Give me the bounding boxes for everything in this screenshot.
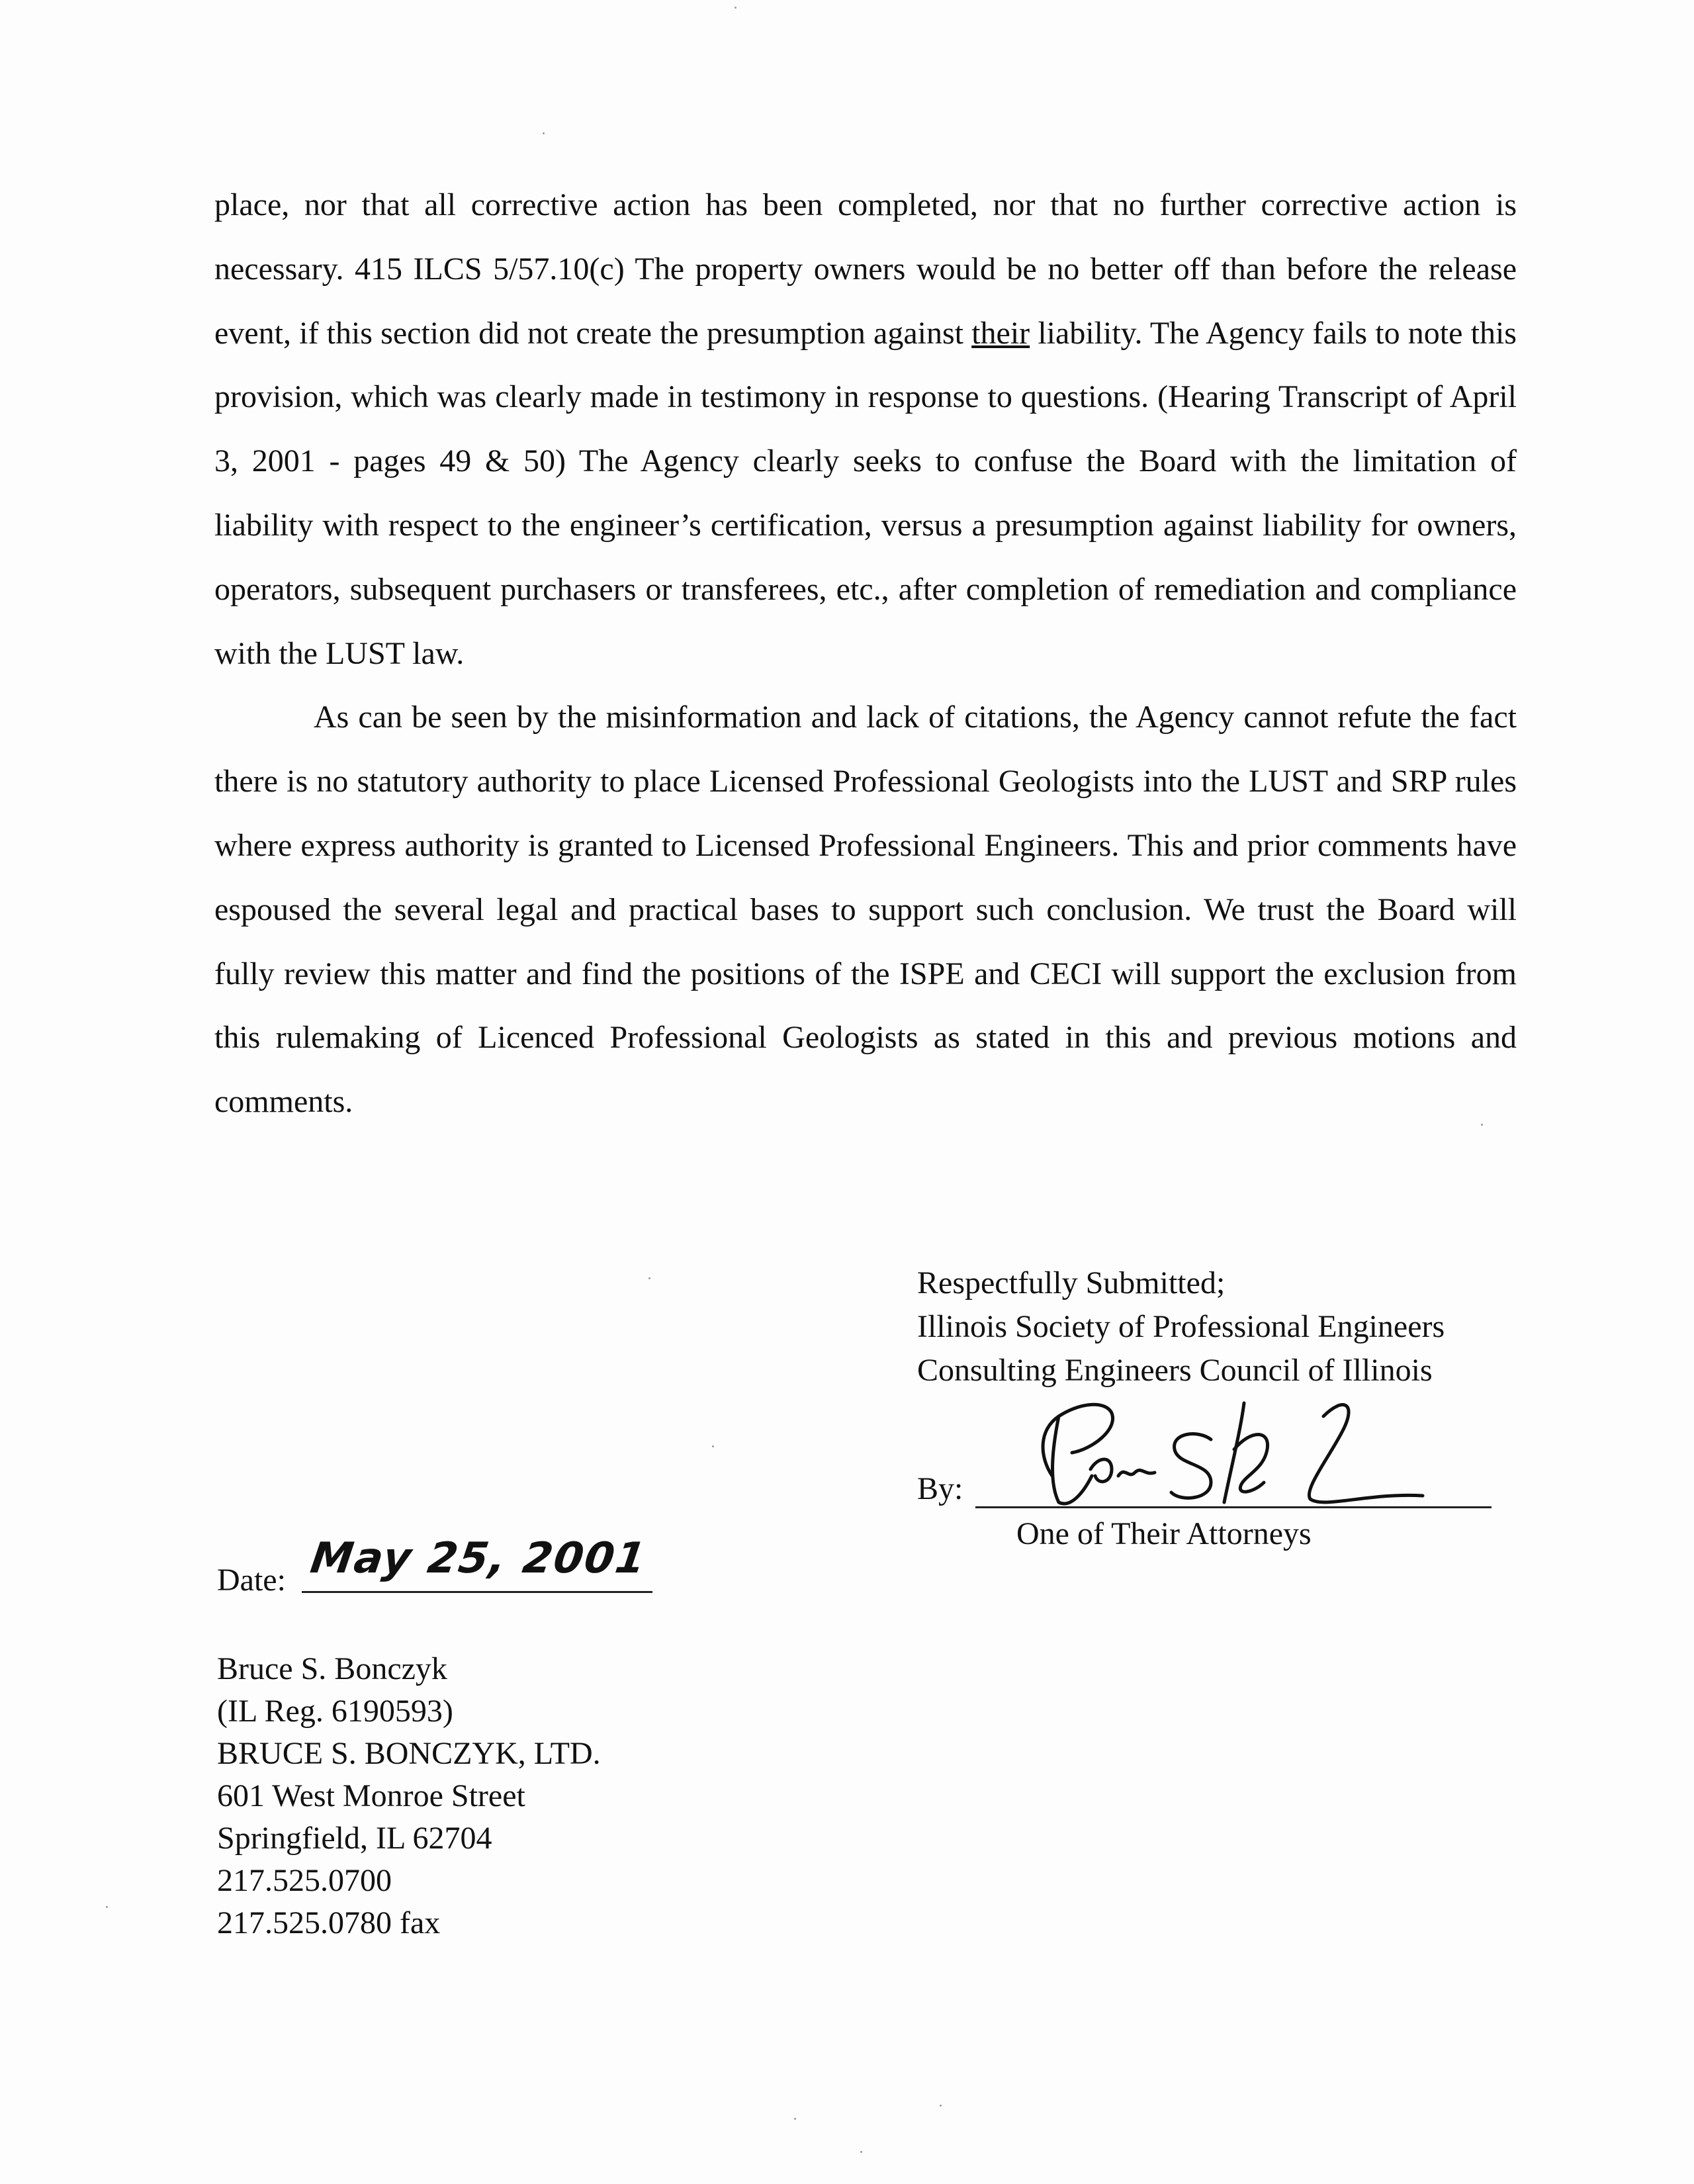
scan-speck — [106, 1906, 108, 1908]
scan-speck — [860, 2151, 862, 2153]
by-label: By: — [917, 1471, 963, 1506]
scan-speck — [648, 1277, 650, 1279]
attorneys-caption: One of Their Attorneys — [1016, 1516, 1312, 1551]
scan-speck — [794, 2118, 796, 2120]
closing-line-ceci: Consulting Engineers Council of Illinois — [917, 1353, 1433, 1388]
attorney-name: Bruce S. Bonczyk — [217, 1651, 447, 1686]
closing-line-respectfully: Respectfully Submitted; — [917, 1265, 1226, 1300]
paragraph-2: As can be seen by the misinformation and lack of citations, the Agency cannot refute the fact there is no statutory authority to place Licensed Professional Geologists into the LUST and SRP rules where express authority is granted to Licensed Professional Engineers. This and prior comments have espoused the several legal and practical bases to support such conclusion. We trust the Board will fully review this matter and find the positions of the ISPE and CECI will support the exclusion from this rulemaking of Licenced Professional Geologists as stated in this and previous motions and comments. — [214, 700, 1517, 1120]
fax-number: 217.525.0780 fax — [217, 1905, 441, 1940]
date-label: Date: — [217, 1563, 286, 1598]
body-text — [214, 173, 1517, 1134]
city-state-zip: Springfield, IL 62704 — [217, 1821, 492, 1856]
address-block — [217, 1648, 601, 1944]
registration-number: (IL Reg. 6190593) — [217, 1694, 453, 1729]
scan-speck — [940, 2105, 942, 2107]
paragraph-1-part-b: liability. The Agency fails to note this provision, which was clearly made in testimony in response to questions. (Hearing Transcript of April 3, 2001 - pages 49 & 50) The Agency clearly seeks to confuse the Board with the limitation of liability with respect to the engineer’s certification, versus a presumption against liability for owners, operators, subsequent purchasers or transferees, etc., after completion of remediation and compliance with the LUST law. — [214, 315, 1517, 671]
closing-block — [917, 1261, 1445, 1392]
scan-speck — [712, 1445, 714, 1447]
underlined-word: their — [971, 315, 1030, 351]
scan-speck — [735, 7, 736, 9]
scan-speck — [1481, 1124, 1483, 1126]
handwritten-signature — [1012, 1377, 1436, 1522]
date-line — [302, 1591, 652, 1593]
paragraph-1-part-a: place, nor that all corrective action has been completed, nor that no further corrective action is necessary. 415 ILCS 5/57.10(c) The property owners would be no better off than before the release event, if this section did not create the presumption against — [214, 187, 1517, 351]
street-address: 601 West Monroe Street — [217, 1778, 525, 1813]
scan-speck — [543, 132, 545, 134]
handwritten-date: May 25, 2001 — [307, 1534, 650, 1583]
closing-line-ispe: Illinois Society of Professional Engineers — [917, 1309, 1445, 1344]
paragraph-1 — [214, 173, 1517, 686]
firm-name: BRUCE S. BONCZYK, LTD. — [217, 1736, 601, 1771]
phone-number: 217.525.0700 — [217, 1863, 392, 1898]
